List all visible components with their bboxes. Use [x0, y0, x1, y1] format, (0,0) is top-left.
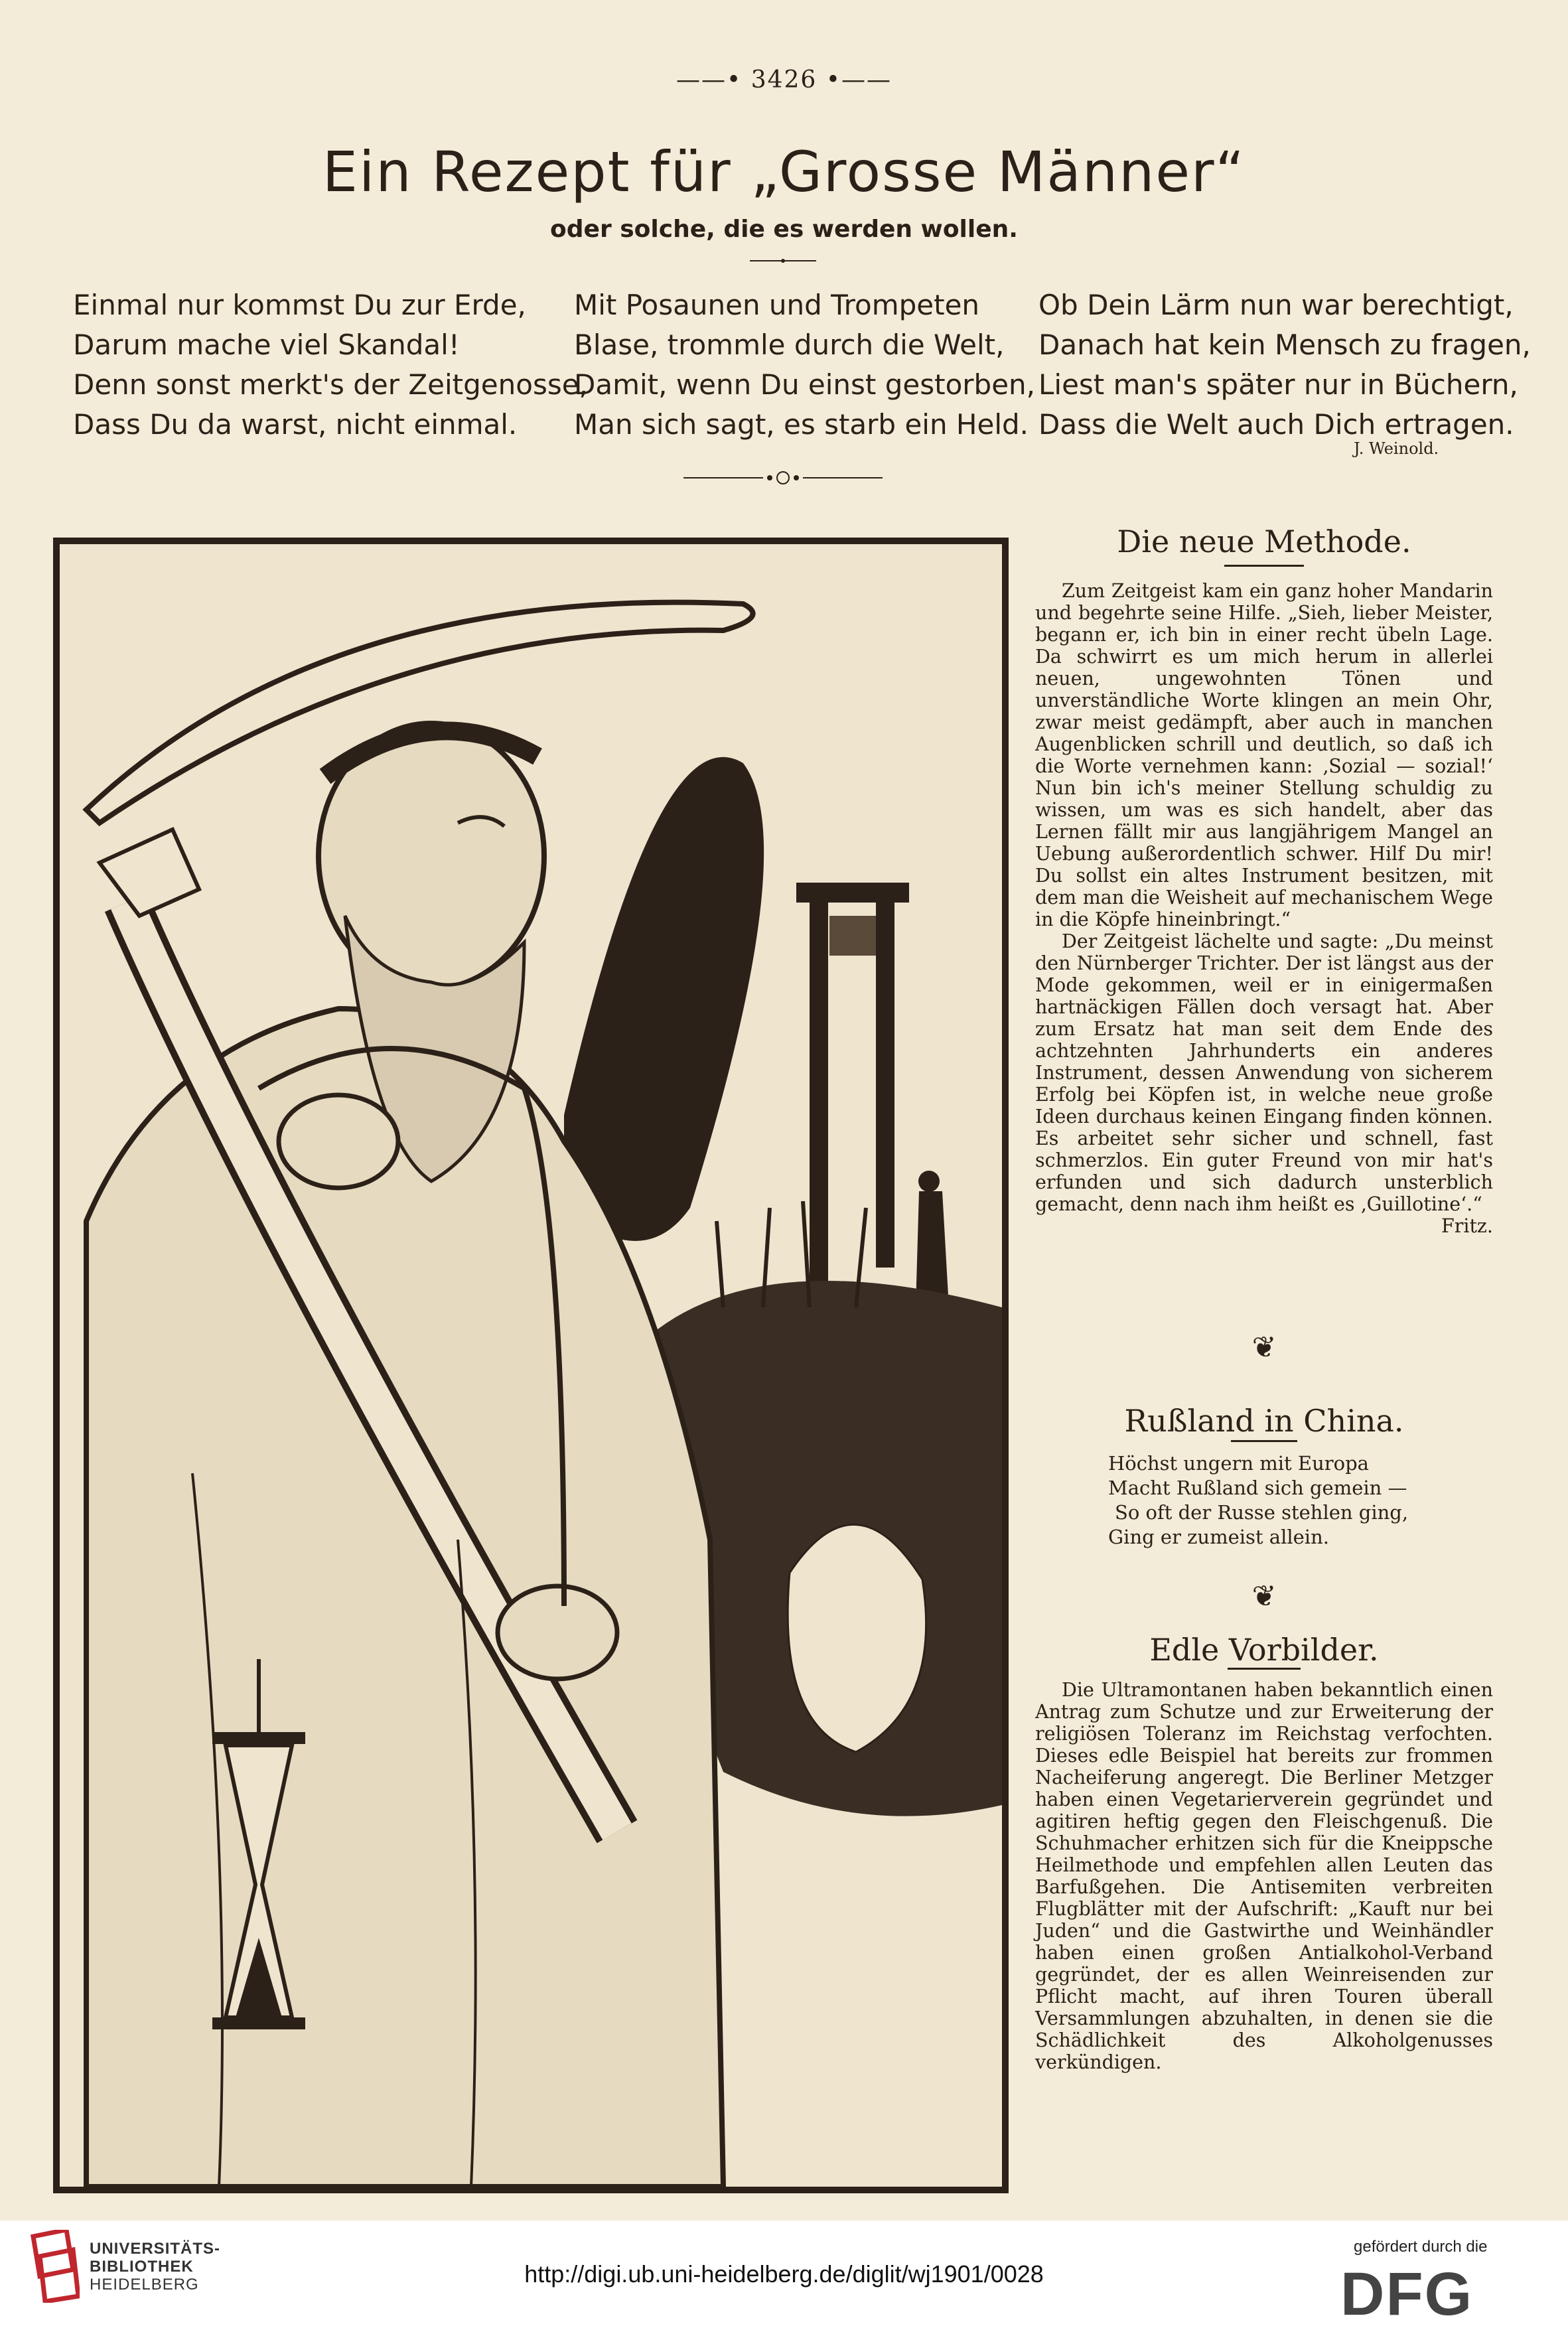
grape-ornament-icon: ❦	[1251, 1579, 1277, 1613]
article-heading: Edle Vorbilder.	[1149, 1632, 1379, 1668]
verse-line: Macht Rußland sich gemein —	[1108, 1477, 1407, 1499]
poem-line: Dass die Welt auch Dich ertragen.	[1038, 408, 1514, 441]
poem-author: J. Weinold.	[1354, 439, 1439, 458]
verse-line: So oft der Russe stehlen ging,	[1115, 1501, 1409, 1524]
poem-column-3	[1038, 285, 1531, 445]
library-name-line: BIBLIOTHEK	[90, 2258, 194, 2276]
heading-rule	[1228, 1668, 1301, 1670]
verse-line: Ging er zumeist allein.	[1108, 1526, 1329, 1548]
source-url[interactable]: http://digi.ub.uni-heidelberg.de/diglit/wj1901/0028	[524, 2260, 1044, 2288]
poem-line: Dass Du da warst, nicht einmal.	[73, 408, 518, 441]
article-heading: Die neue Methode.	[1117, 524, 1411, 559]
divider-dots	[750, 259, 816, 263]
article-paragraph: Zum Zeitgeist kam ein ganz hoher Mandarin und begehrte seine Hilfe. „Sieh, lieber Meister, begann er, ich bin in einer recht übeln Lage. Da schwirrt es um mich herum in allerlei neuen, ungewohnten Tönen und unverständliche Worte klingen an mein Ohr, zwar meist gedämpft, aber auch in manchen Augenblicken schrill und deutlich, so daß ich die Worte vernehmen kann: ‚Sozial — sozial!‘ Nun bin ich's meiner Stellung schuldig zu wissen, um was es sich handelt, aber das Lernen fällt mir aus langjährigem Mangel an Uebung außerordentlich schwer. Hilf Du mir! Du sollst ein altes Instrument besitzen, mit dem man die Weisheit auf mechanischem Wege in die Köpfe hineinbringt.“	[1035, 580, 1493, 930]
article-paragraph: Der Zeitgeist lächelte und sagte: „Du meinst den Nürnberger Trichter. Der ist längst aus der Mode gekommen, weil er in einigermaßen hartnäckigen Fällen doch versagt hat. Aber zum Ersatz hat man seit dem Ende des achtzehnten Jahrhunderts ein anderes Instrument, dessen Anwendung von sicherem Erfolg bei Köpfen ist, in welche neue große Ideen durchaus keinen Eingang finden können. Es arbeitet sehr sicher und schnell, fast schmerzlos. Ein guter Freund von mir hat's erfunden und sich dadurch unsterblich gemacht, denn nach ihm heißt es ‚Guillotine‘.“	[1035, 930, 1493, 1215]
verse	[1035, 1451, 1493, 1550]
verse-line: Höchst ungern mit Europa	[1108, 1452, 1369, 1475]
poem-line: Danach hat kein Mensch zu fragen,	[1038, 328, 1531, 361]
heading-rule	[1224, 565, 1304, 567]
article-die-neue-methode	[1035, 524, 1493, 1237]
poem-line: Einmal nur kommst Du zur Erde,	[73, 289, 526, 321]
poem-line: Damit, wenn Du einst gestorben,	[574, 368, 1036, 401]
illustration-drawing	[60, 544, 1002, 2187]
article-heading: Rußland in China.	[1124, 1403, 1404, 1439]
funding-note: gefördert durch die	[1354, 2238, 1488, 2256]
poem-line: Ob Dein Lärm nun war berechtigt,	[1038, 289, 1514, 321]
poem-line: Liest man's später nur in Büchern,	[1038, 368, 1518, 401]
page-title: Ein Rezept für „Grosse Männer“	[322, 139, 1246, 204]
poem-column-2	[574, 285, 1035, 445]
page-number-line: ——• 3426 •——	[676, 66, 892, 94]
library-name-line: HEIDELBERG	[90, 2276, 199, 2294]
poem-line: Mit Posaunen und Trompeten	[574, 289, 980, 321]
page-number: 3426	[750, 66, 818, 94]
poem-line: Darum mache viel Skandal!	[73, 328, 460, 361]
article-russland-in-china	[1035, 1403, 1493, 1550]
article-edle-vorbilder	[1035, 1632, 1493, 2073]
poem-line: Blase, trommle durch die Welt,	[574, 328, 1005, 361]
grape-ornament-icon: ❦	[1251, 1331, 1277, 1364]
article-paragraph: Die Ultramontanen haben bekanntlich einen Antrag zum Schutze und zur Erweiterung der religiösen Toleranz im Reichstag verfochten. Dieses edle Beispiel hat bereits zur frommen Nacheiferung angeregt. Die Berliner Metzger haben einen Vegetarierverein gegründet und agitiren heftig gegen den Fleischgenuß. Die Schuhmacher erhitzen sich für die Kneippsche Heilmethode und empfehlen allen Leuten das Barfußgehen. Die Antisemiten verbreiten Flugblätter mit der Aufschrift: „Kauft nur bei Juden“ und die Gastwirthe und Weinhändler haben einen großen Antialkohol-Verband gegründet, der es allen Weinreisenden zur Pflicht macht, auf ihren Touren überall Versammlungen abzuhalten, in denen sie die Schädlichkeit des Alkoholgenusses verkündigen.	[1035, 1679, 1493, 2073]
library-name-line: UNIVERSITÄTS-	[90, 2240, 221, 2258]
heading-rule	[1231, 1440, 1297, 1442]
page-subtitle: oder solche, die es werden wollen.	[550, 216, 1018, 243]
ornament-divider	[683, 468, 883, 488]
poem-line: Man sich sagt, es starb ein Held.	[574, 408, 1029, 441]
article-signature: Fritz.	[1441, 1215, 1493, 1237]
poem-column-1	[73, 285, 588, 445]
illustration-death-with-scythe	[53, 538, 1009, 2193]
dfg-logo: DFG	[1340, 2260, 1474, 2328]
poem-line: Denn sonst merkt's der Zeitgenosse,	[73, 368, 588, 401]
